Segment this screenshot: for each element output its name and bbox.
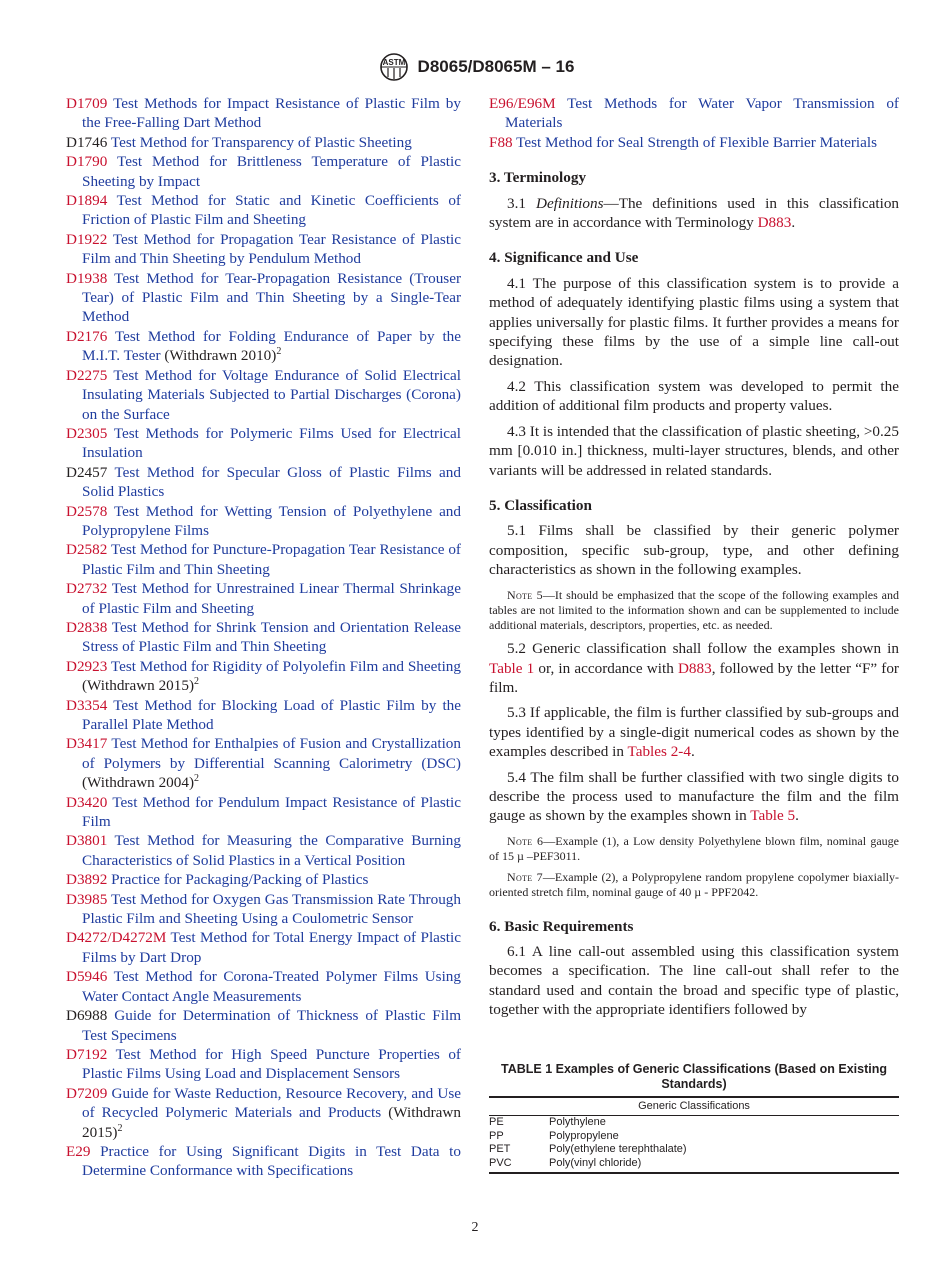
reference-code-link[interactable]: E96/E96M (489, 95, 556, 112)
page-header (0, 52, 950, 82)
reference-code-link[interactable]: D1709 (66, 95, 108, 112)
reference-item (489, 94, 899, 133)
reference-title-link[interactable]: Guide for Waste Reduction, Resource Recovery, and Use of Recycled Polymeric Materials and Products (82, 1084, 462, 1122)
reference-title-link[interactable]: Test Method for Transparency of Plastic Sheeting (110, 133, 412, 151)
paragraph-4-1: 4.1 The purpose of this classification system is to provide a method of adequately identifying plastic films using a system that applies universally for plastic films. It further provides a means for specifying these films by the use of a simple line call-out designation. (489, 274, 899, 370)
reference-code-link[interactable]: D2923 (66, 657, 108, 675)
table-row (489, 1130, 899, 1144)
reference-title-link[interactable]: Test Methods for Impact Resistance of Plastic Film by the Free-Falling Dart Method (82, 95, 461, 132)
polymer-name: Poly(ethylene terephthalate) (549, 1143, 687, 1156)
reference-title-link[interactable]: Test Method for Propagation Tear Resistance of Plastic Film and Thin Sheeting by Pendulum Method (82, 230, 461, 268)
references-column-left (66, 94, 461, 1181)
note-7: Note 7—Example (2), a Polypropylene random propylene copolymer biaxially-oriented stretch film, nominal gauge of 40 µ - PPF2042. (489, 870, 899, 900)
reference-item (489, 133, 899, 152)
reference-code-link[interactable]: D1790 (66, 153, 108, 171)
reference-title-link[interactable]: Test Method for Folding Endurance of Paper by the M.I.T. Tester (82, 327, 461, 365)
reference-code-link[interactable]: D3420 (66, 793, 108, 811)
reference-code-link[interactable]: E29 (66, 1142, 91, 1160)
reference-item (66, 657, 461, 696)
reference-title-link[interactable]: Test Method for Unrestrained Linear Thermal Shrinkage of Plastic Film and Sheeting (82, 580, 461, 617)
reference-title-link[interactable]: Test Method for Specular Gloss of Plastic Films and Solid Plastics (82, 463, 461, 501)
paragraph-4-2: 4.2 This classification system was developed to permit the addition of additional film products and property values. (489, 377, 899, 415)
link-table-5[interactable]: Table 5 (750, 807, 796, 825)
link-tables-2-4[interactable]: Tables 2-4 (627, 743, 691, 761)
reference-title-link[interactable]: Test Method for Seal Strength of Flexible Barrier Materials (516, 133, 877, 151)
reference-code-link[interactable]: D1746 (66, 133, 108, 151)
section-3-heading: 3. Terminology (489, 169, 587, 187)
polymer-name: Poly(vinyl chloride) (549, 1157, 899, 1174)
reference-list-right (489, 94, 899, 152)
reference-item (66, 831, 461, 870)
polymer-name: Polythylene (549, 1116, 606, 1129)
document-designation: D8065/D8065M – 16 (417, 57, 575, 76)
astm-logo-icon (376, 52, 412, 82)
reference-item (66, 1045, 461, 1084)
svg-text:ASTM: ASTM (382, 58, 405, 67)
reference-code-link[interactable]: D1938 (66, 269, 108, 287)
withdrawn-note: (Withdrawn 2004) (82, 774, 194, 792)
table-row (489, 1116, 899, 1130)
reference-item (66, 1142, 461, 1181)
reference-title-link[interactable]: Test Method for Enthalpies of Fusion and Crystallization of Polymers by Differential Scanning Calorimetry (DSC) (82, 735, 461, 772)
note-6: Note 6—Example (1), a Low density Polyethylene blown film, nominal gauge of 15 µ –PEF3011. (489, 833, 899, 863)
reference-item (66, 1006, 461, 1045)
reference-code-link[interactable]: D2732 (66, 580, 108, 598)
reference-code-link[interactable]: D2582 (66, 541, 108, 559)
reference-item (66, 133, 461, 152)
polymer-name: Polypropylene (549, 1129, 619, 1142)
reference-item (66, 191, 461, 230)
withdrawn-note: (Withdrawn 2010) (160, 347, 277, 365)
reference-item (66, 463, 461, 502)
reference-title-link[interactable]: Test Method for Static and Kinetic Coefficients of Friction of Plastic Film and Sheeting (82, 192, 461, 229)
reference-code-link[interactable]: D2176 (66, 327, 108, 345)
reference-item (66, 540, 461, 579)
reference-code-link[interactable]: D3801 (66, 832, 108, 850)
reference-code-link[interactable]: D5946 (66, 968, 108, 986)
note-5: Note 5—It should be emphasized that the scope of the following examples and tables are not limited to the information shown and can be supplemented to include additional materials, descriptors, properties, etc. as needed. (489, 587, 899, 632)
reference-title-link[interactable]: Test Methods for Polymeric Films Used for Electrical Insulation (82, 424, 461, 462)
reference-title-link[interactable]: Test Method for Total Energy Impact of Plastic Films by Dart Drop (82, 929, 461, 966)
reference-item (66, 327, 461, 366)
link-d883[interactable]: D883 (677, 659, 712, 677)
footnote-marker: 2 (117, 1122, 123, 1134)
withdrawn-note: (Withdrawn 2015) (82, 1104, 461, 1141)
paragraph-5-2: 5.2 Generic classification shall follow the examples shown in Table 1 or, in accordance with D883, followed by the letter “F” for film. (489, 640, 899, 696)
reference-code-link[interactable]: D1894 (66, 192, 108, 210)
reference-item (66, 1084, 461, 1142)
reference-code-link[interactable]: D3985 (66, 890, 108, 908)
reference-code-link[interactable]: D3354 (66, 696, 108, 714)
reference-title-link[interactable]: Practice for Packaging/Packing of Plastics (111, 871, 369, 889)
reference-item (66, 870, 461, 889)
paragraph-6-1: 6.1 A line call-out assembled using this classification system becomes a specification. The line call-out shall refer to the standard used and contain the broad and specific type of plastic, together with the appropriate identifiers followed by (489, 943, 899, 1019)
reference-title-link[interactable]: Test Method for Rigidity of Polyolefin Film and Sheeting (110, 657, 461, 675)
polymer-abbreviation: PP (489, 1129, 504, 1142)
reference-title-link[interactable]: Test Method for High Speed Puncture Properties of Plastic Films Using Load and Displacement Sensors (82, 1045, 461, 1083)
reference-item (66, 230, 461, 269)
footnote-marker: 2 (194, 773, 199, 785)
reference-title-link[interactable]: Test Method for Corona-Treated Polymer Films Using Water Contact Angle Measurements (82, 968, 461, 1005)
reference-item (66, 928, 461, 967)
paragraph-4-3: 4.3 It is intended that the classification of plastic sheeting, >0.25 mm [0.010 in.] thickness, multi-layer structures, blends, and other variants will be addressed in related standards. (489, 422, 899, 479)
reference-code-link[interactable]: D1922 (66, 230, 108, 248)
reference-code-link[interactable]: D3417 (66, 735, 108, 753)
reference-code-link[interactable]: D6988 (66, 1007, 108, 1025)
reference-item (66, 967, 461, 1006)
table-row (489, 1143, 899, 1157)
content-column-right (489, 94, 899, 1174)
reference-title-link[interactable]: Test Method for Puncture-Propagation Tear Resistance of Plastic Film and Thin Sheeting (82, 541, 461, 578)
section-5-heading: 5. Classification (489, 496, 592, 514)
reference-title-link[interactable]: Test Methods for Water Vapor Transmission of Materials (505, 95, 899, 132)
reference-code-link[interactable]: F88 (489, 133, 513, 151)
page-number: 2 (471, 1220, 479, 1235)
reference-title-link[interactable]: Test Method for Tear-Propagation Resistance (Trouser Tear) of Plastic Film and Thin Sheeting by a Single-Tear Method (82, 269, 461, 326)
reference-code-link[interactable]: D7209 (66, 1084, 108, 1102)
link-table-1[interactable]: Table 1 (489, 659, 535, 677)
reference-item (66, 269, 461, 327)
footnote-marker: 2 (194, 676, 199, 688)
reference-item (66, 579, 461, 618)
reference-title-link[interactable]: Test Method for Measuring the Comparative Burning Characteristics of Solid Plastics in a Vertical Position (82, 832, 461, 869)
polymer-abbreviation: PVC (489, 1157, 549, 1174)
reference-code-link[interactable]: D2457 (66, 463, 108, 481)
polymer-abbreviation: PET (489, 1143, 511, 1156)
table-1-header: Generic Classifications (489, 1097, 899, 1116)
footnote-marker: 2 (276, 346, 282, 358)
table-1-body (489, 1116, 899, 1174)
reference-title-link[interactable]: Guide for Determination of Thickness of Plastic Film Test Specimens (82, 1007, 462, 1044)
paragraph-5-3: 5.3 If applicable, the film is further classified by sub-groups and types identified by a single-digit numerical codes as shown by the examples described in Tables 2-4. (489, 704, 899, 761)
reference-item (66, 502, 461, 541)
reference-title-link[interactable]: Practice for Using Significant Digits in Test Data to Determine Conformance with Specifications (82, 1142, 461, 1180)
reference-title-link[interactable]: Test Method for Blocking Load of Plastic Film by the Parallel Plate Method (82, 696, 461, 733)
reference-title-link[interactable]: Test Method for Pendulum Impact Resistance of Plastic Film (82, 793, 461, 831)
reference-item (66, 618, 461, 657)
reference-item (66, 890, 461, 929)
reference-title-link[interactable]: Test Method for Voltage Endurance of Solid Electrical Insulating Materials Subjected to Partial Discharges (Corona) on the Surface (82, 366, 462, 423)
reference-code-link[interactable]: D2838 (66, 618, 108, 636)
reference-code-link[interactable]: D2578 (66, 502, 108, 520)
reference-list-left (66, 94, 461, 1181)
reference-item (66, 734, 461, 792)
reference-item (66, 366, 461, 424)
reference-item (66, 424, 461, 463)
reference-item (66, 94, 461, 133)
reference-code-link[interactable]: D7192 (66, 1045, 108, 1063)
reference-code-link[interactable]: D3892 (66, 871, 108, 889)
polymer-abbreviation: PE (489, 1116, 504, 1129)
reference-item (66, 152, 461, 191)
reference-item (66, 696, 461, 735)
reference-code-link[interactable]: D2275 (66, 366, 108, 384)
reference-code-link[interactable]: D4272/D4272M (66, 929, 167, 947)
withdrawn-note: (Withdrawn 2015) (82, 677, 194, 695)
paragraph-5-1: 5.1 Films shall be classified by their generic polymer composition, specific sub-group, type, and other defining characteristics as shown in the following examples. (489, 522, 899, 579)
table-1-title: TABLE 1 Examples of Generic Classifications (Based on Existing Standards) (501, 1061, 887, 1091)
link-d883[interactable]: D883 (757, 214, 792, 232)
section-6-heading: 6. Basic Requirements (489, 917, 634, 935)
table-row (489, 1157, 899, 1174)
reference-item (66, 793, 461, 832)
reference-title-link[interactable]: Test Method for Oxygen Gas Transmission Rate Through Plastic Film and Sheeting Using a Coulometric Sensor (82, 890, 461, 928)
paragraph-5-4: 5.4 The film shall be further classified with two single digits to describe the process used to manufacture the film and the film gauge as shown by the examples shown in Table 5. (489, 768, 899, 825)
table-1 (489, 1096, 899, 1175)
reference-title-link[interactable]: Test Method for Shrink Tension and Orientation Release Stress of Plastic Film and Thin Sheeting (82, 618, 461, 656)
paragraph-3-1: 3.1 Definitions—The definitions used in this classification system are in accordance with Terminology D883. (489, 194, 900, 232)
reference-code-link[interactable]: D2305 (66, 424, 108, 442)
reference-title-link[interactable]: Test Method for Brittleness Temperature of Plastic Sheeting by Impact (82, 153, 461, 190)
section-4-heading: 4. Significance and Use (489, 249, 639, 267)
reference-title-link[interactable]: Test Method for Wetting Tension of Polyethylene and Polypropylene Films (82, 502, 461, 539)
